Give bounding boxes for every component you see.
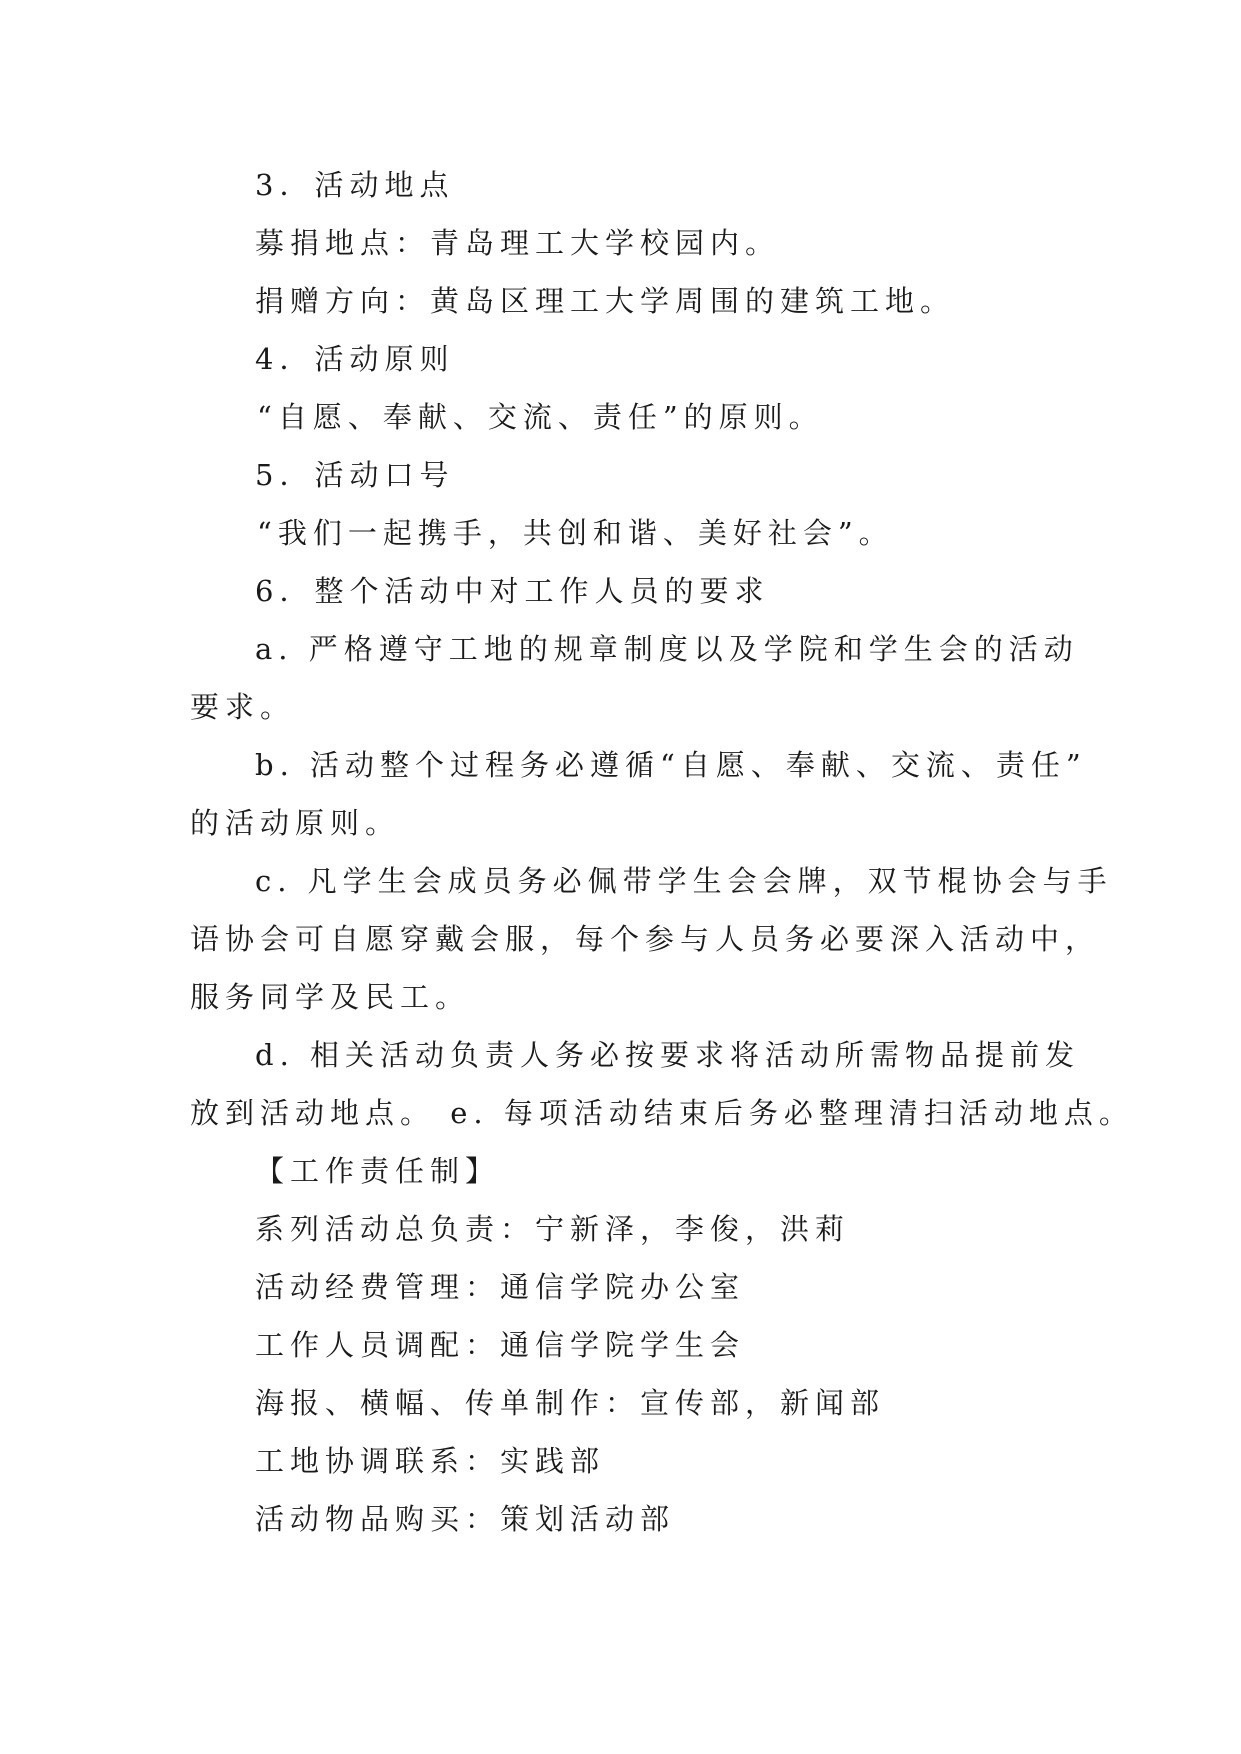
- site-coordination-text: 工地协调联系：实践部: [255, 1444, 606, 1478]
- section-heading-activity-principle: 4．活动原则: [255, 342, 455, 376]
- slogan-text: “我们一起携手，共创和谐、美好社会”。: [257, 516, 894, 550]
- requirement-d-line-1: d. 相关活动负责人务必按要求将活动所需物品提前发: [255, 1038, 1081, 1072]
- requirement-c-line-1: c. 凡学生会成员务必佩带学生会会牌，双节棍协会与手: [255, 864, 1113, 898]
- donation-direction-text: 捐赠方向：黄岛区理工大学周围的建筑工地。: [255, 284, 956, 318]
- requirement-a-line-2: 要求。: [190, 690, 296, 724]
- funding-management-text: 活动经费管理：通信学院办公室: [255, 1270, 746, 1304]
- staff-allocation-text: 工作人员调配：通信学院学生会: [255, 1328, 746, 1362]
- section-heading-activity-slogan: 5．活动口号: [255, 458, 455, 492]
- donation-location-text: 募捐地点：青岛理工大学校园内。: [255, 226, 781, 260]
- requirement-c-line-2: 语协会可自愿穿戴会服，每个参与人员务必要深入活动中，: [190, 922, 1101, 956]
- requirement-a-line-1: a. 严格遵守工地的规章制度以及学院和学生会的活动: [255, 632, 1079, 666]
- overall-lead-text: 系列活动总负责：宁新泽，李俊，洪莉: [255, 1212, 851, 1246]
- section-heading-activity-location: 3．活动地点: [255, 168, 455, 202]
- section-heading-staff-requirements: 6．整个活动中对工作人员的要求: [255, 574, 770, 608]
- requirement-d-e-line-2: 放到活动地点。 e. 每项活动结束后务必整理清扫活动地点。: [190, 1096, 1134, 1130]
- requirement-b-line-1: b. 活动整个过程务必遵循“自愿、奉献、交流、责任”: [255, 748, 1087, 782]
- posters-production-text: 海报、横幅、传单制作：宣传部，新闻部: [255, 1386, 886, 1420]
- supplies-purchase-text: 活动物品购买：策划活动部: [255, 1502, 676, 1536]
- requirement-c-line-3: 服务同学及民工。: [190, 980, 471, 1014]
- principle-text: “自愿、奉献、交流、责任”的原则。: [257, 400, 824, 434]
- requirement-b-line-2: 的活动原则。: [190, 806, 401, 840]
- section-heading-responsibility-system: 【工作责任制】: [255, 1154, 501, 1188]
